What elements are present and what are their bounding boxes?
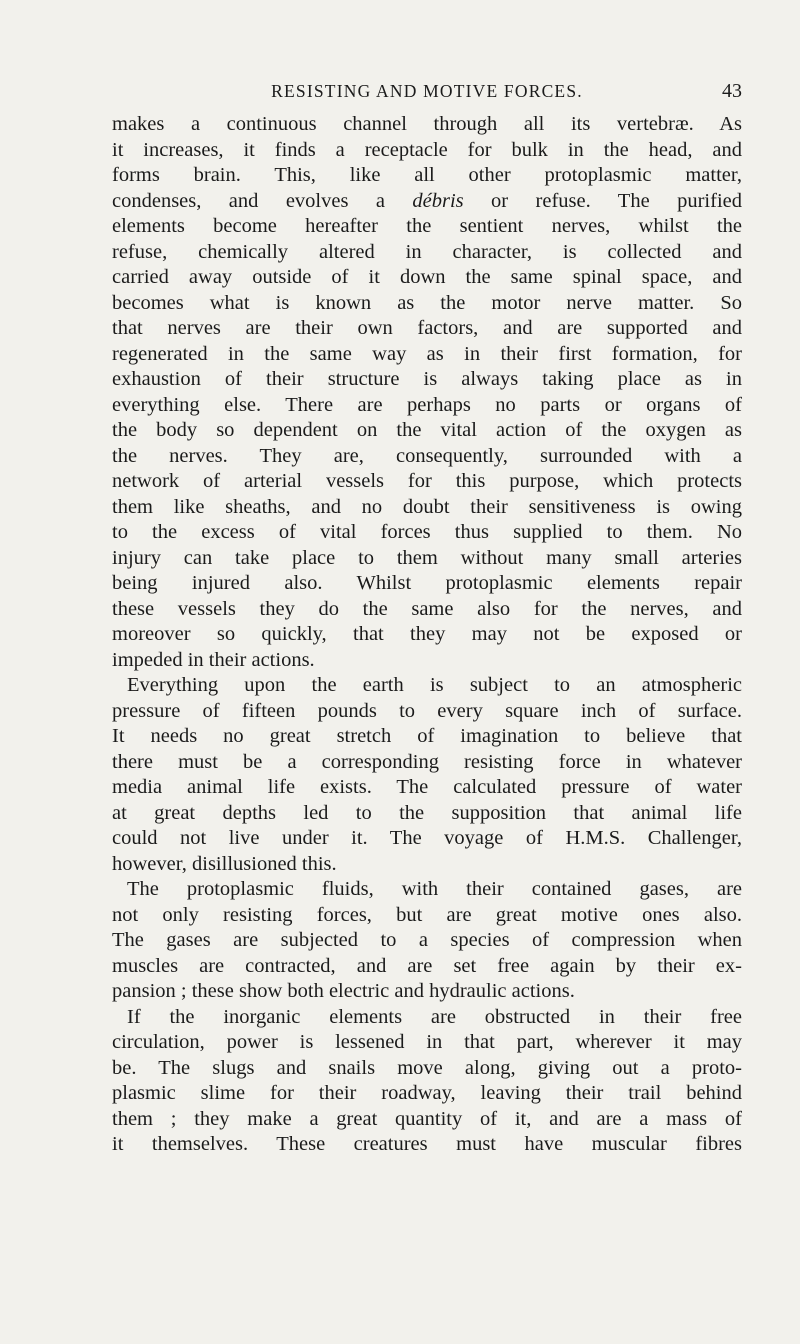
text-line xyxy=(112,138,742,164)
text-line xyxy=(112,265,742,291)
text-line xyxy=(112,240,742,266)
text-line xyxy=(112,367,742,393)
text-segment: be. The slugs and snails move along, giving out a proto- xyxy=(112,1056,742,1079)
text-line xyxy=(112,801,742,827)
text-segment: carried away outside of it down the same spinal space, and xyxy=(112,266,742,288)
text-line xyxy=(112,342,742,368)
text-line xyxy=(112,189,742,215)
text-segment: or refuse. The purified xyxy=(463,189,742,212)
text-line xyxy=(112,214,742,240)
text-segment: the nerves. They are, consequently, surrounded with a xyxy=(112,444,742,467)
body-text xyxy=(112,112,742,1158)
text-segment: media animal life exists. The calculated pressure of water xyxy=(112,776,742,798)
text-line xyxy=(112,163,742,189)
text-line xyxy=(112,826,742,852)
text-segment: everything else. There are perhaps no parts or organs of xyxy=(112,393,742,416)
text-line xyxy=(112,291,742,317)
text-line xyxy=(112,112,742,138)
text-segment: refuse, chemically altered in character, is collected and xyxy=(112,240,742,263)
text-line xyxy=(112,699,742,725)
text-line xyxy=(112,750,742,776)
text-line xyxy=(112,1132,742,1158)
text-line xyxy=(112,954,742,980)
text-segment: regenerated in the same way as in their first formation, for xyxy=(112,342,742,365)
text-line xyxy=(112,648,742,674)
text-line xyxy=(112,1056,742,1082)
text-segment: network of arterial vessels for this purpose, which protects xyxy=(112,470,742,492)
text-segment: however, disillusioned this. xyxy=(112,852,337,875)
text-line xyxy=(112,979,742,1005)
text-segment: being injured also. Whilst protoplasmic elements repair xyxy=(112,572,742,594)
text-line xyxy=(112,928,742,954)
text-line xyxy=(112,520,742,546)
text-line xyxy=(112,852,742,878)
text-segment: circulation, power is lessened in that part, wherever it may xyxy=(112,1031,742,1053)
text-segment: It needs no great stretch of imagination to believe that xyxy=(112,725,742,747)
running-head xyxy=(112,76,742,106)
text-line xyxy=(112,469,742,495)
italic-term: débris xyxy=(412,189,464,212)
text-segment: muscles are contracted, and are set free again by their ex- xyxy=(112,954,742,977)
text-line xyxy=(112,546,742,572)
text-line xyxy=(112,418,742,444)
text-segment: impeded in their actions. xyxy=(112,648,315,671)
text-line xyxy=(112,622,742,648)
text-segment: condenses, and evolves a xyxy=(112,189,413,212)
text-segment: moreover so quickly, that they may not be exposed or xyxy=(112,623,742,645)
text-segment: exhaustion of their structure is always taking place as in xyxy=(112,368,742,390)
text-line xyxy=(112,597,742,623)
text-segment: them like sheaths, and no doubt their sensitiveness is owing xyxy=(112,495,742,518)
text-segment: injury can take place to them without many small arteries xyxy=(112,546,742,569)
text-segment: not only resisting forces, but are great motive ones also. xyxy=(112,903,742,926)
text-segment: these vessels they do the same also for the nerves, and xyxy=(112,597,742,620)
text-line xyxy=(112,495,742,521)
text-line xyxy=(112,571,742,597)
text-segment: that nerves are their own factors, and are supported and xyxy=(112,317,742,339)
text-segment: the body so dependent on the vital action of the oxygen as xyxy=(112,419,742,441)
text-line xyxy=(112,316,742,342)
text-segment: there must be a corresponding resisting force in whatever xyxy=(112,750,742,773)
text-line xyxy=(112,724,742,750)
text-line xyxy=(112,877,742,903)
text-line xyxy=(112,1081,742,1107)
text-segment: them ; they make a great quantity of it, and are a mass of xyxy=(112,1107,742,1130)
text-line xyxy=(112,393,742,419)
text-segment: pansion ; these show both electric and hydraulic actions. xyxy=(112,980,575,1002)
page-number: 43 xyxy=(722,80,742,102)
running-title: RESISTING AND MOTIVE FORCES. xyxy=(271,81,583,101)
text-segment: makes a continuous channel through all its vertebræ. As xyxy=(112,113,742,135)
text-segment: The protoplasmic fluids, with their contained gases, are xyxy=(127,878,742,900)
text-segment: it increases, it finds a receptacle for bulk in the head, and xyxy=(112,138,742,161)
text-segment: it themselves. These creatures must have muscular fibres xyxy=(112,1133,742,1155)
text-line xyxy=(112,903,742,929)
text-segment: to the excess of vital forces thus supplied to them. No xyxy=(112,521,742,543)
text-segment: If the inorganic elements are obstructed in their free xyxy=(127,1005,742,1028)
text-segment: at great depths led to the supposition that animal life xyxy=(112,801,742,824)
text-segment: becomes what is known as the motor nerve matter. So xyxy=(112,291,742,314)
text-segment: forms brain. This, like all other protoplasmic matter, xyxy=(112,164,742,186)
text-line xyxy=(112,1030,742,1056)
text-line xyxy=(112,775,742,801)
text-segment: pressure of fifteen pounds to every square inch of surface. xyxy=(112,699,742,722)
text-line xyxy=(112,1107,742,1133)
text-line xyxy=(112,673,742,699)
text-segment: Everything upon the earth is subject to an atmospheric xyxy=(127,674,742,696)
text-segment: could not live under it. The voyage of H.M.S. Challenger, xyxy=(112,827,742,849)
text-segment: The gases are subjected to a species of compression when xyxy=(112,929,742,951)
text-line xyxy=(112,444,742,470)
text-line xyxy=(112,1005,742,1031)
text-segment: plasmic slime for their roadway, leaving their trail behind xyxy=(112,1082,742,1104)
text-segment: elements become hereafter the sentient nerves, whilst the xyxy=(112,215,742,237)
